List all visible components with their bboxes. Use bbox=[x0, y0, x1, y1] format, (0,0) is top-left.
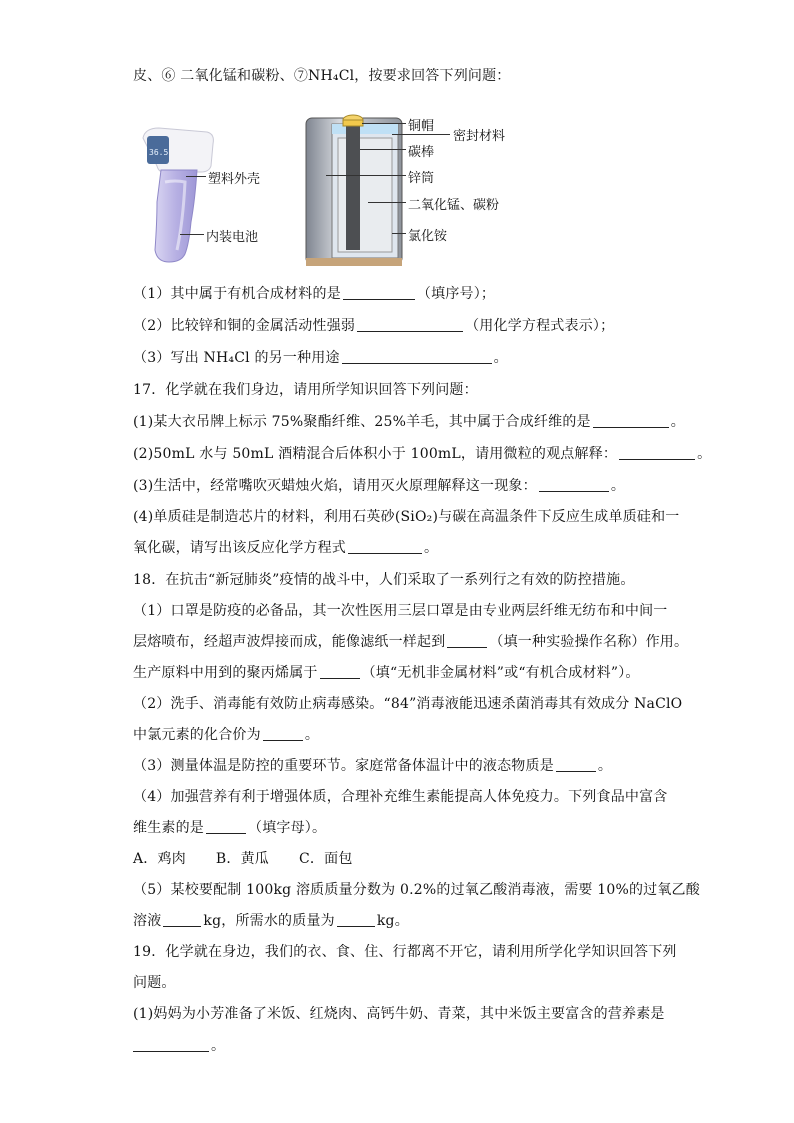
thermometer-battery-label: 内装电池 bbox=[206, 230, 259, 245]
thermometer-shell-label: 塑料外壳 bbox=[208, 172, 261, 187]
mno2-label: 二氧化锰、碳粉 bbox=[408, 198, 500, 213]
q17-title: 17．化学就在我们身边，请用所学知识回答下列问题： bbox=[133, 382, 478, 398]
thermometer-shell-leader bbox=[186, 176, 206, 177]
q19-1b: 。 bbox=[133, 1036, 225, 1056]
answer-blank[interactable] bbox=[447, 633, 487, 648]
q18-4-options bbox=[133, 849, 353, 869]
q19-title-a: 19．化学就在身边，我们的衣、食、住、行都离不开它，请利用所学化学知识回答下列 bbox=[133, 944, 677, 960]
q18-2b: 中氯元素的化合价为 。 bbox=[133, 727, 320, 743]
q18-3: （3）测量体温是防控的重要环节。家庭常备体温计中的液态物质是 。 bbox=[133, 758, 613, 774]
q16-1: （1）其中属于有机合成材料的是 （填序号）； bbox=[133, 286, 496, 302]
q16-3: （3）写出 NH₄Cl 的另一种用途 。 bbox=[133, 350, 508, 366]
q17-4a: (4)单质硅是制造芯片的材料，利用石英砂(SiO₂)与碳在高温条件下反应生成单质硅和一 bbox=[133, 509, 680, 525]
sealant-label: 密封材料 bbox=[453, 129, 506, 144]
cap-label: 铜帽 bbox=[408, 119, 435, 134]
answer-blank[interactable] bbox=[133, 1037, 209, 1052]
answer-blank[interactable] bbox=[206, 819, 246, 834]
q17-1: (1)某大衣吊牌上标示 75%聚酯纤维、25%羊毛，其中属于合成纤维的是 。 bbox=[133, 414, 685, 430]
answer-blank[interactable] bbox=[343, 285, 415, 300]
cap-leader bbox=[362, 123, 406, 124]
battery-sealant bbox=[332, 124, 398, 134]
thermometer-figure bbox=[135, 122, 285, 272]
answer-blank[interactable] bbox=[593, 413, 669, 428]
q18-1b: 层熔喷布，经超声波焊接而成，能像滤纸一样起到 （填一种实验操作名称）作用。 bbox=[133, 634, 689, 650]
option-b[interactable]: B．黄瓜 bbox=[215, 851, 270, 867]
q18-4b: 维生素的是 （填字母）。 bbox=[133, 820, 327, 836]
zinc-label: 锌筒 bbox=[408, 171, 435, 186]
answer-blank[interactable] bbox=[342, 349, 492, 364]
nh4cl-label: 氯化铵 bbox=[408, 229, 448, 244]
q19-title-b: 问题。 bbox=[133, 975, 176, 991]
thermometer-display: 36.5 bbox=[149, 148, 169, 157]
answer-blank[interactable] bbox=[539, 477, 609, 492]
sealant-leader bbox=[392, 134, 450, 135]
option-a[interactable]: A．鸡肉 bbox=[133, 851, 186, 867]
q18-5a: （5）某校要配制 100kg 溶质质量分数为 0.2%的过氧乙酸消毒液，需要 10%的过氧乙酸 bbox=[133, 882, 700, 898]
answer-blank[interactable] bbox=[348, 539, 422, 554]
answer-blank[interactable] bbox=[163, 912, 201, 927]
q18-title: 18．在抗击“新冠肺炎”疫情的战斗中，人们采取了一系列行之有效的防控措施。 bbox=[133, 572, 635, 588]
zinc-leader bbox=[326, 175, 406, 176]
rod-leader bbox=[360, 149, 406, 150]
q17-3: (3)生活中，经常嘴吹灭蜡烛火焰，请用灭火原理解释这一现象： 。 bbox=[133, 478, 626, 494]
intro-text: 皮、⑥ 二氧化锰和碳粉、⑦NH₄Cl，按要求回答下列问题： bbox=[133, 68, 511, 84]
question-intro-line bbox=[133, 66, 511, 86]
answer-blank[interactable] bbox=[619, 445, 695, 460]
answer-blank[interactable] bbox=[337, 912, 375, 927]
q18-5b: 溶液 kg，所需水的质量为 kg。 bbox=[133, 913, 409, 929]
q19-1a: (1)妈妈为小芳准备了米饭、红烧肉、高钙牛奶、青菜，其中米饭主要富含的营养素是 bbox=[133, 1006, 665, 1022]
q16-2: （2）比较锌和铜的金属活动性强弱 （用化学方程式表示）； bbox=[133, 318, 615, 334]
q18-1c: 生产原料中用到的聚丙烯属于 （填“无机非金属材料”或“有机合成材料”）。 bbox=[133, 665, 640, 681]
answer-blank[interactable] bbox=[357, 317, 463, 332]
option-c[interactable]: C．面包 bbox=[299, 851, 353, 867]
battery-base bbox=[306, 258, 402, 266]
answer-blank[interactable] bbox=[263, 726, 303, 741]
answer-blank[interactable] bbox=[556, 757, 596, 772]
q17-4b: 氧化碳，请写出该反应化学方程式 。 bbox=[133, 540, 439, 556]
q18-4a: （4）加强营养有利于增强体质，合理补充维生素能提高人体免疫力。下列食品中富含 bbox=[133, 789, 668, 805]
answer-blank[interactable] bbox=[320, 664, 360, 679]
battery-carbon-rod bbox=[346, 124, 360, 250]
q18-1a: （1）口罩是防疫的必备品，其一次性医用三层口罩是由专业两层纤维无纺布和中间一 bbox=[133, 603, 668, 619]
rod-label: 碳棒 bbox=[408, 145, 435, 160]
q17-2: (2)50mL 水与 50mL 酒精混合后体积小于 100mL，请用微粒的观点解释： 。 bbox=[133, 446, 712, 462]
nh4cl-leader bbox=[392, 233, 406, 234]
q18-2a: （2）洗手、消毒能有效防止病毒感染。“84”消毒液能迅速杀菌消毒其有效成分 NaClO bbox=[133, 696, 683, 712]
thermometer-battery-leader bbox=[180, 234, 204, 235]
mno2-leader bbox=[368, 202, 406, 203]
